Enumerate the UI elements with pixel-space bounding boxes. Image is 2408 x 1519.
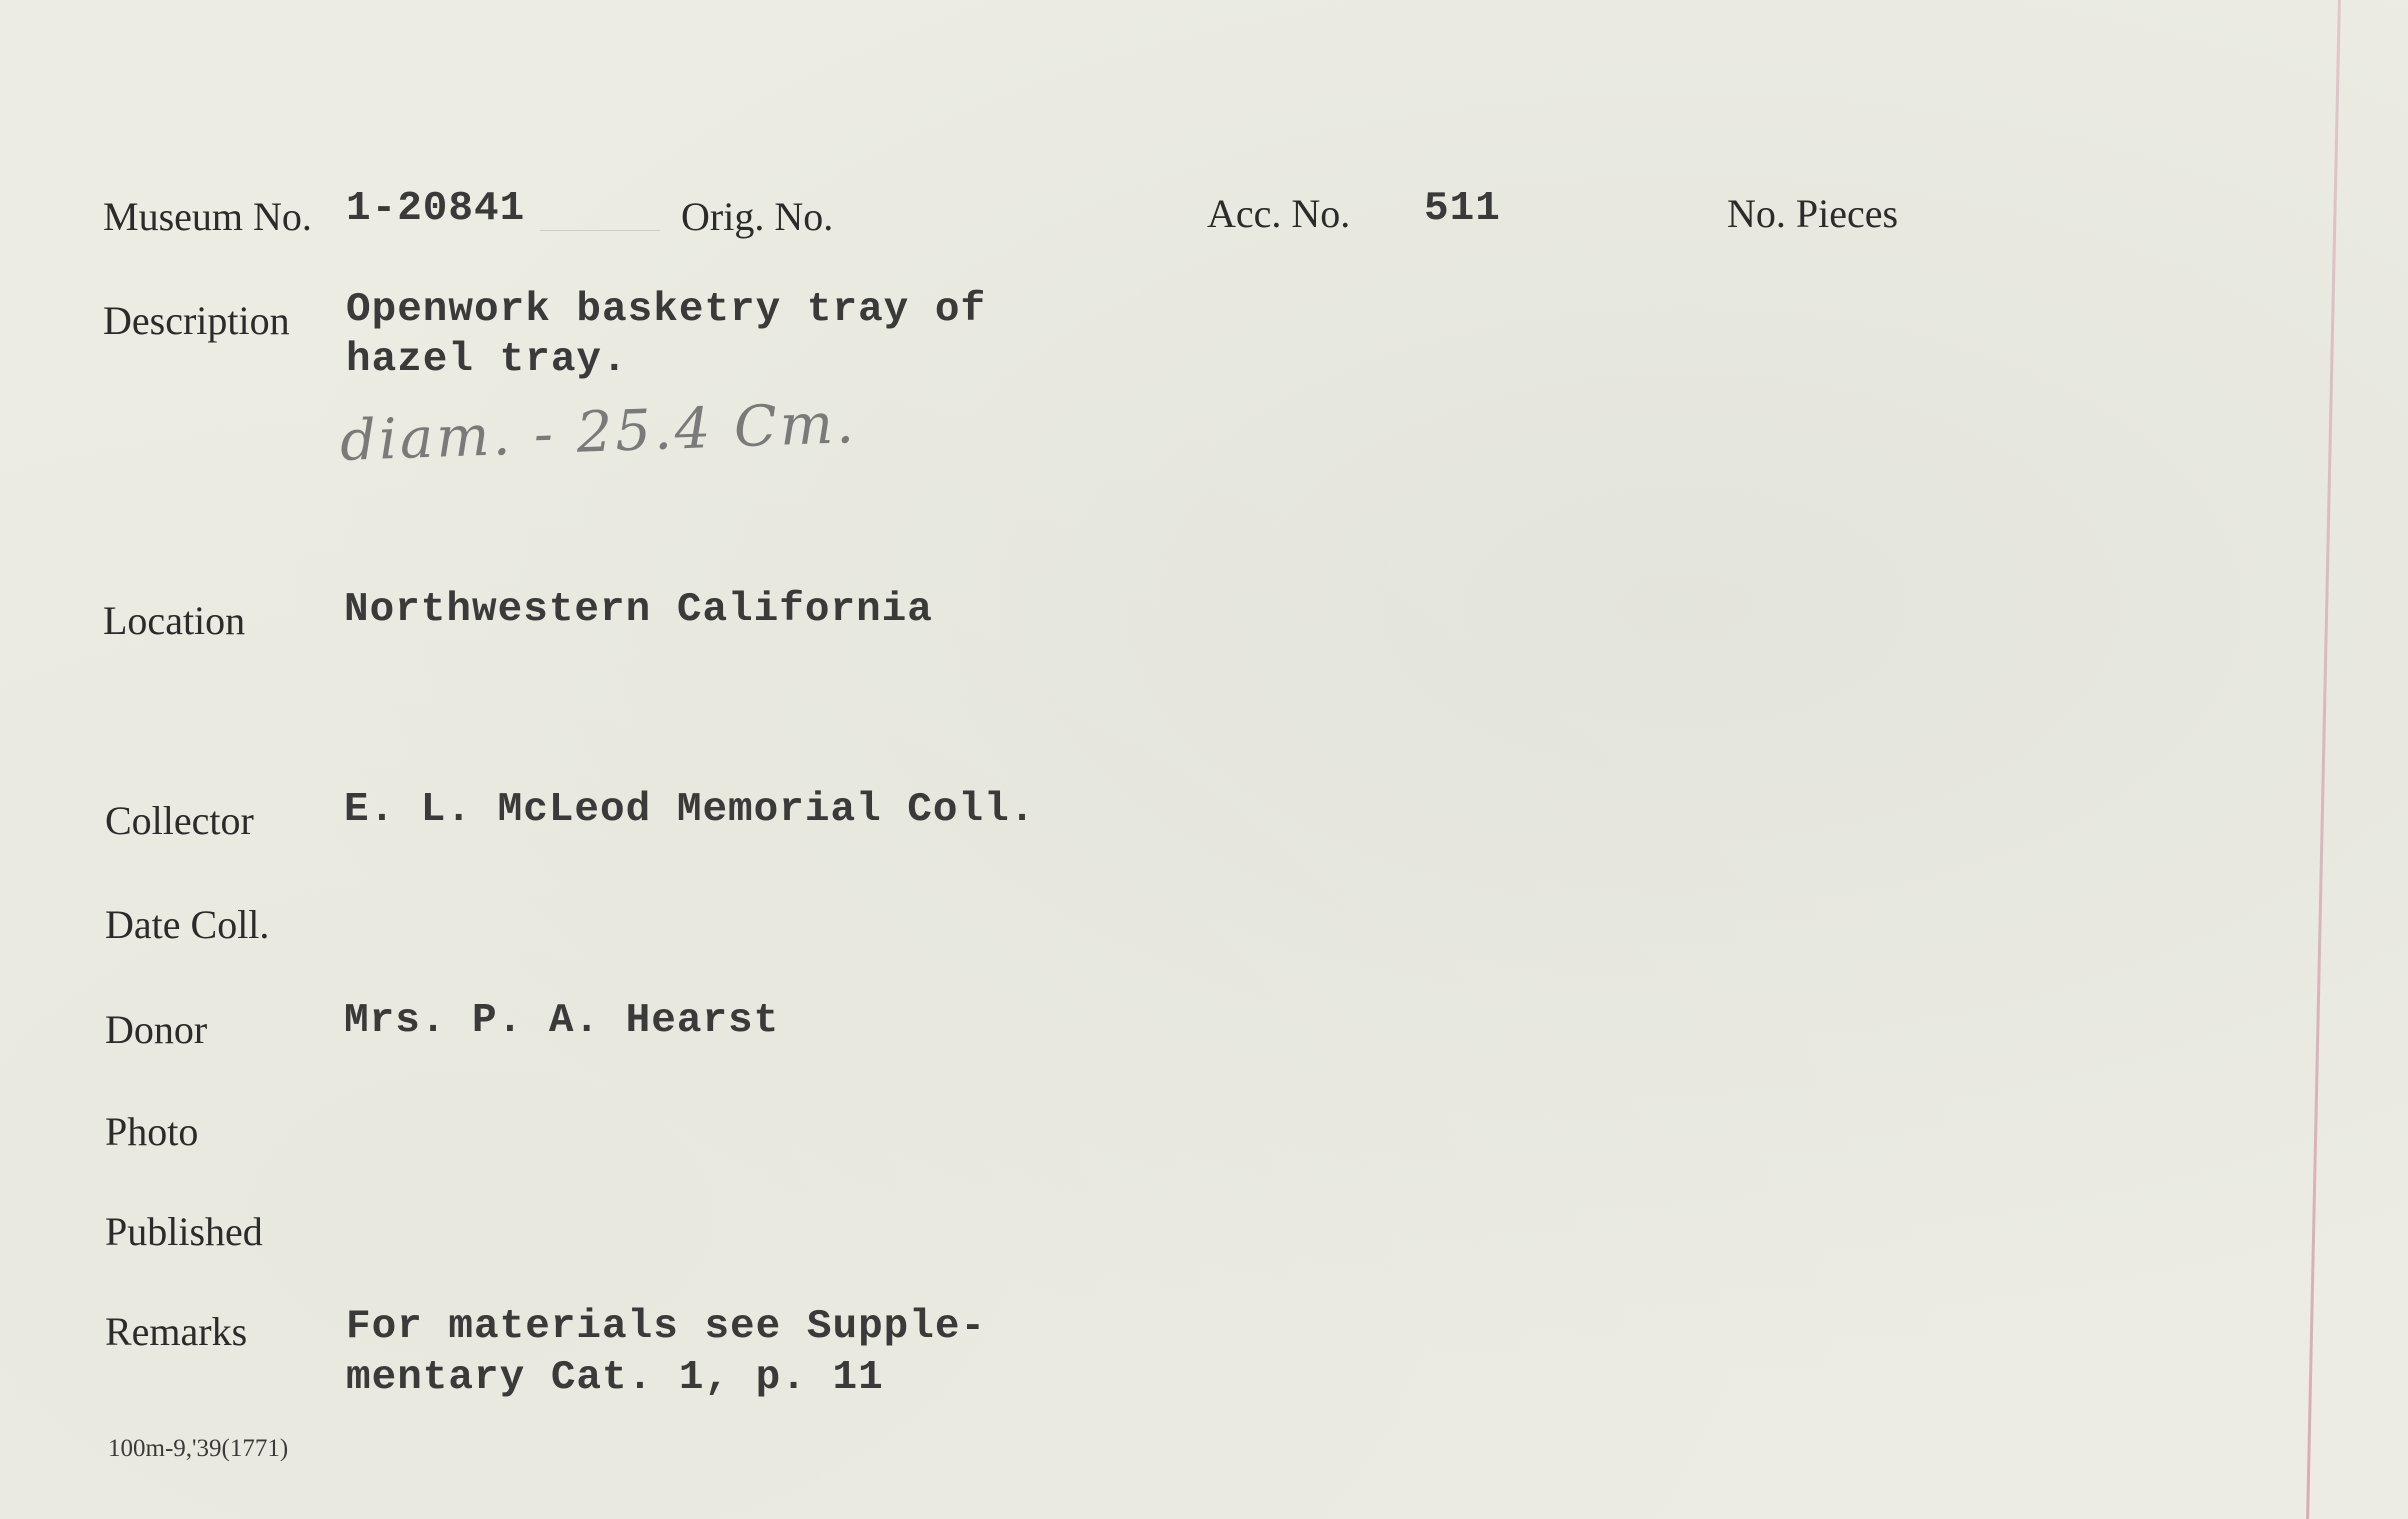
donor-value: Mrs. P. A. Hearst [344,998,780,1044]
museum-no-underline [540,230,660,231]
museum-no-label: Museum No. [103,194,312,239]
description-line-1: Openwork basketry tray of [346,287,987,333]
photo-label: Photo [105,1109,199,1154]
print-code: 100m-9,'39(1771) [108,1435,289,1462]
collector-label: Collector [105,798,254,843]
location-label: Location [103,598,246,643]
card-edge-line [2306,0,2341,1519]
description-label: Description [103,298,290,343]
museum-no-value: 1-20841 [346,186,526,232]
acc-no-label: Acc. No. [1207,191,1351,236]
donor-label: Donor [105,1007,208,1052]
date-coll-label: Date Coll. [105,902,270,947]
no-pieces-label: No. Pieces [1727,191,1899,236]
location-value: Northwestern California [344,587,933,633]
remarks-line-2: mentary Cat. 1, p. 11 [346,1355,884,1401]
handwritten-diameter-note: diam. - 25.4 Cm. [339,391,858,474]
orig-no-label: Orig. No. [681,194,834,239]
collector-value: E. L. McLeod Memorial Coll. [344,787,1036,833]
published-label: Published [105,1209,263,1254]
description-line-2: hazel tray. [346,337,628,383]
remarks-line-1: For materials see Supple- [346,1304,987,1350]
remarks-label: Remarks [105,1309,248,1354]
acc-no-value: 511 [1424,186,1501,232]
